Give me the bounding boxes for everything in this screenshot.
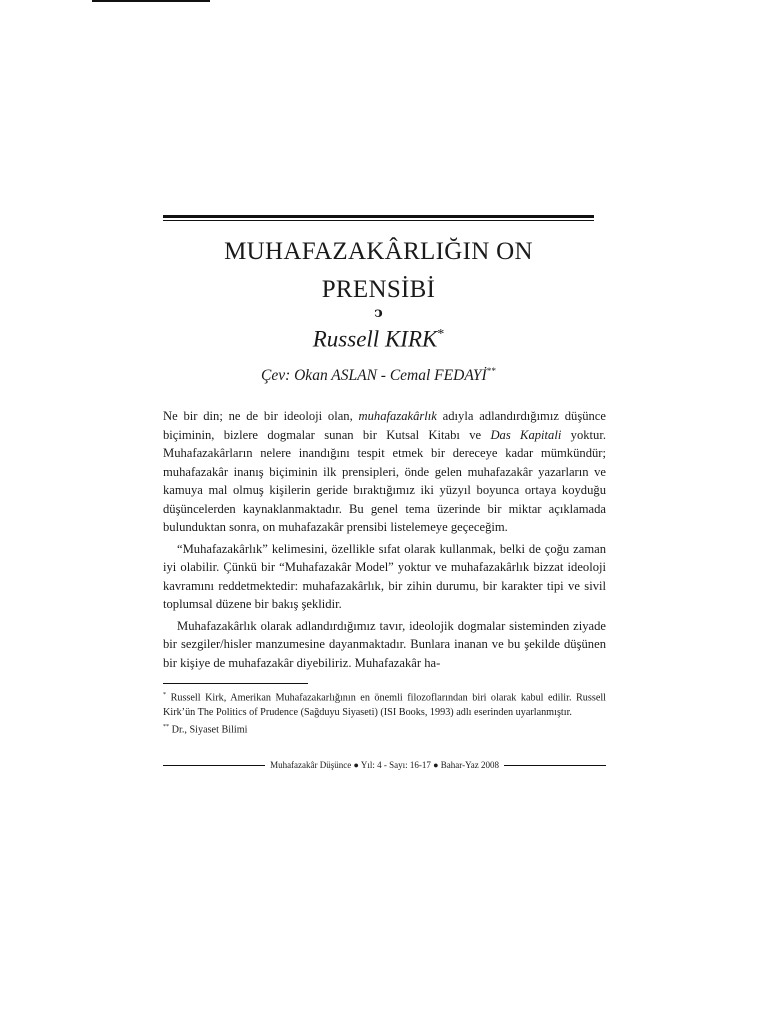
footnote-1-text: Russell Kirk, Amerikan Muhafazakarlığının en önemli filozoflarından biri olarak kabul edilir. Russell Kirk’ün The Politics of Prudence (Sağduyu Siyaseti) (ISI Books, 1993) adlı eserinden uyarlanmıştır. bbox=[163, 692, 606, 718]
footnote-2-text: Dr., Siyaset Bilimi bbox=[169, 724, 248, 736]
p1-text-a: Ne bir din; ne de bir ideoloji olan, bbox=[163, 409, 359, 423]
footnotes bbox=[163, 688, 606, 738]
header-rule-thick bbox=[163, 215, 594, 218]
footer-rule-left bbox=[163, 765, 265, 766]
footnote-1-mark: * bbox=[163, 692, 167, 698]
footnote-rule bbox=[163, 683, 308, 684]
top-edge-rule bbox=[92, 0, 210, 2]
ornament-icon: ↄ bbox=[374, 305, 383, 321]
p1-emphasis-1: muhafazakârlık bbox=[358, 409, 437, 423]
translators-footnote-mark: ** bbox=[486, 367, 497, 377]
article-body bbox=[163, 407, 606, 672]
footnote-2-mark: ** bbox=[163, 724, 170, 731]
article-title bbox=[163, 233, 594, 309]
paragraph-3: Muhafazakârlık olarak adlandırdığımız tavır, ideolojik dogmalar sisteminden ziyade bir sezgiler/hisler manzumesine dayanmaktadır. Bunlara inanan ve bu şekilde düşünen bir kişiye de muhafazakâr diyebiliriz. Muhafazakâr ha- bbox=[163, 618, 606, 670]
p1-text-c: yoktur. Muhafazakârların nelere inandığını tespit etmek bir dereceye kadar mümkündür; muhafazakâr inanış biçiminin ilk prensipleri, önde gelen muhafazakâr yazarların ve kamuya mal olmuş kişilerin geride bıraktığımız iki yüzyıl boyunca ortaya koyduğu düşüncelerden kaynaklanmaktadır. Bu genel tema üzerinde bir miktar açıklamada bulunduktan sonra, on muhafazakâr prensibi listelemeye geçeceğim. bbox=[163, 427, 606, 534]
author-footnote-mark: * bbox=[437, 326, 445, 341]
footer-text: Muhafazakâr Düşünce ● Yıl: 4 - Sayı: 16-17 ● Bahar-Yaz 2008 bbox=[270, 760, 499, 770]
translators-text: Çev: Okan ASLAN - Cemal FEDAYİ bbox=[260, 367, 487, 385]
page-footer bbox=[163, 758, 606, 772]
author-name: Russell KIRK bbox=[312, 326, 438, 352]
footnote-1 bbox=[163, 688, 606, 720]
footer-rule-right bbox=[504, 765, 606, 766]
paragraph-1 bbox=[163, 407, 606, 537]
footnote-2 bbox=[163, 720, 606, 738]
translators bbox=[163, 367, 594, 385]
p1-text-b: adıyla adlandırdığımız düşünce biçiminin, bizlere dogmalar sunan bir Kutsal Kitabı ve bbox=[163, 409, 606, 442]
p1-emphasis-2: Das Kapitali bbox=[490, 427, 562, 442]
title-line-2: PRENSİBİ bbox=[321, 276, 436, 303]
header-rule-thin bbox=[163, 220, 594, 221]
paragraph-2: “Muhafazakârlık” kelimesini, özellikle sıfat olarak kullanmak, belki de çoğu zaman iyi olabilir. Çünkü bir “Muhafazakâr Model” yoktur ve muhafazakârlık bizzat ideoloji kavramını reddetmektedir: muhafazakârlık, bir zihin durumu, bir karakter tipi ve sivil toplumsal düzene bir bakış şeklidir. bbox=[163, 541, 606, 611]
title-line-1: MUHAFAZAKÂRLIĞIN ON bbox=[224, 238, 533, 265]
author bbox=[163, 326, 594, 353]
